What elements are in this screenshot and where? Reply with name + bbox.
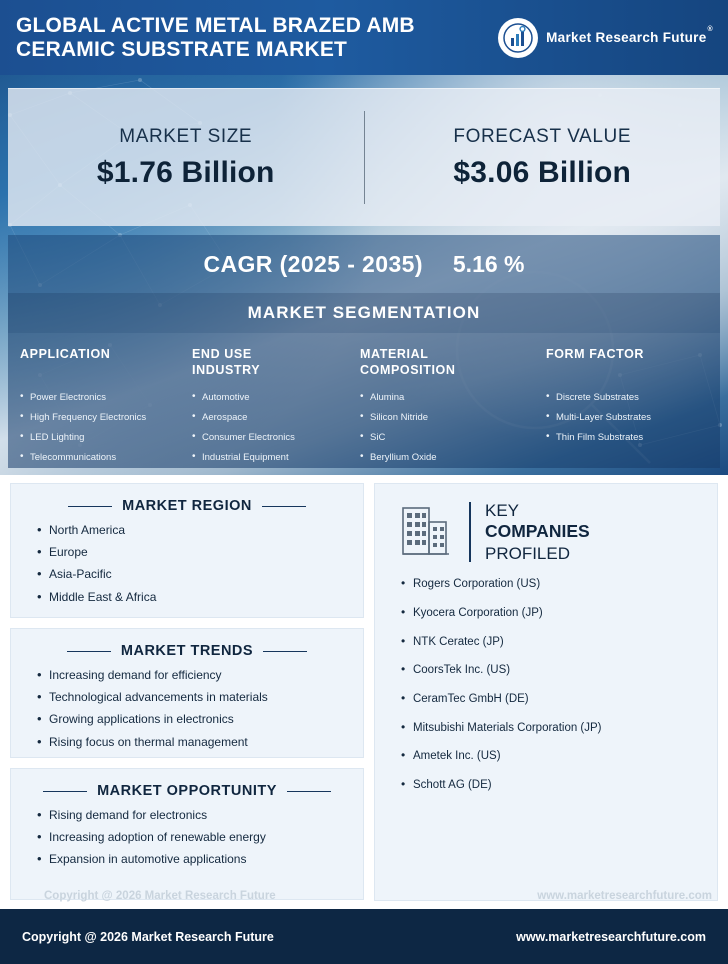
market-trends-title-wrap	[23, 643, 351, 659]
heading-divider	[469, 502, 471, 562]
market-opportunity-list	[23, 809, 351, 867]
list-item: • Middle East & Africa	[37, 591, 351, 604]
segment-title-end-use-industry: END USE INDUSTRY	[192, 347, 261, 377]
brand-name-text: Market Research Future	[546, 30, 707, 45]
heading-line-1: KEY	[484, 501, 520, 520]
segment-title-form-factor: FORM FACTOR	[546, 347, 645, 361]
segment-list-material-composition	[360, 393, 540, 463]
market-opportunity-title: MARKET OPPORTUNITY	[97, 783, 277, 799]
segment-form-factor	[546, 347, 708, 468]
hero-section	[0, 75, 728, 475]
key-companies-heading-text	[485, 500, 590, 564]
forecast-value-amount: $3.06 Billion	[453, 155, 632, 189]
key-companies-list	[391, 578, 701, 791]
title-rule-right	[263, 651, 307, 652]
market-opportunity-card	[10, 768, 364, 900]
segment-list-form-factor	[546, 393, 702, 443]
list-item: • Technological advancements in materials	[37, 691, 351, 704]
list-item: • Mitsubishi Materials Corporation (JP)	[401, 722, 701, 735]
segment-list-end-use-industry	[192, 393, 354, 463]
list-item: • North America	[37, 524, 351, 537]
segment-item: • Automotive	[192, 393, 354, 403]
segment-list-application	[20, 393, 186, 463]
segment-item: • LED Lighting	[20, 433, 186, 443]
segment-item: • Aerospace	[192, 413, 354, 423]
cagr-value: 5.16 %	[452, 250, 525, 277]
watermark-copyright: Copyright @ 2026 Market Research Future	[44, 890, 276, 902]
forecast-value-label: FORECAST VALUE	[453, 125, 632, 147]
segment-item: • Industrial Equipment	[192, 453, 354, 463]
segmentation-columns	[8, 333, 720, 468]
forecast-value-stat	[365, 89, 721, 226]
segmentation-title-band	[8, 293, 720, 333]
list-item: • NTK Ceratec (JP)	[401, 636, 701, 649]
title-rule-left	[67, 651, 111, 652]
page-title: GLOBAL ACTIVE METAL BRAZED AMB CERAMIC SUBSTRATE MARKET	[16, 13, 415, 61]
segment-end-use-industry	[192, 347, 360, 468]
list-item: • CeramTec GmbH (DE)	[401, 693, 701, 706]
cagr-band	[8, 235, 720, 293]
list-item: • Rising focus on thermal management	[37, 736, 351, 749]
market-size-label: MARKET SIZE	[119, 125, 253, 147]
cagr-label: CAGR (2025 - 2035)	[203, 250, 423, 277]
segment-item: • High Frequency Electronics	[20, 413, 186, 423]
watermark-website: www.marketresearchfuture.com	[537, 890, 712, 902]
stat-divider	[364, 111, 365, 204]
footer-copyright: Copyright @ 2026 Market Research Future	[22, 929, 274, 944]
key-companies-heading	[391, 500, 701, 564]
segment-item: • Silicon Nitride	[360, 413, 540, 423]
market-trends-list	[23, 669, 351, 749]
brand-name	[546, 25, 713, 45]
brand-logo[interactable]	[498, 18, 712, 58]
list-item: • Expansion in automotive applications	[37, 853, 351, 866]
list-item: • Asia-Pacific	[37, 568, 351, 581]
footer-website-link[interactable]: www.marketresearchfuture.com	[516, 929, 706, 944]
market-trends-card	[10, 628, 364, 758]
lower-section	[0, 475, 728, 909]
segment-item: • SiC	[360, 433, 540, 443]
market-region-list	[23, 524, 351, 604]
segment-item: • Alumina	[360, 393, 540, 403]
key-stats-band	[8, 88, 720, 226]
title-rule-left	[68, 506, 112, 507]
market-trends-title: MARKET TRENDS	[120, 643, 254, 659]
segment-item: • Multi-Layer Substrates	[546, 413, 702, 423]
segment-item: • Thin Film Substrates	[546, 433, 702, 443]
segment-material-composition	[360, 347, 546, 468]
trademark-mark: ®	[707, 25, 713, 33]
market-region-title-wrap	[23, 498, 351, 514]
chart-bars-icon	[498, 18, 538, 58]
segment-item: • Discrete Substrates	[546, 393, 702, 403]
list-item: • Kyocera Corporation (JP)	[401, 607, 701, 620]
title-rule-right	[287, 791, 331, 792]
heading-line-3: PROFILED	[484, 544, 571, 564]
header-bar	[0, 0, 728, 75]
footer-bar	[0, 909, 728, 964]
list-item: • Europe	[37, 546, 351, 559]
list-item: • Increasing adoption of renewable energy	[37, 831, 351, 844]
list-item: • Schott AG (DE)	[401, 779, 701, 792]
segment-item: • Beryllium Oxide	[360, 453, 540, 463]
title-rule-left	[43, 791, 87, 792]
market-size-value: $1.76 Billion	[96, 155, 275, 189]
list-item: • Rising demand for electronics	[37, 809, 351, 822]
title-rule-right	[262, 506, 306, 507]
market-region-card	[10, 483, 364, 618]
list-item: • Increasing demand for efficiency	[37, 669, 351, 682]
segmentation-title: MARKET SEGMENTATION	[247, 303, 481, 322]
market-region-title: MARKET REGION	[122, 498, 252, 514]
key-companies-card	[374, 483, 718, 901]
market-size-stat	[8, 89, 364, 226]
market-opportunity-title-wrap	[23, 783, 351, 799]
list-item: • CoorsTek Inc. (US)	[401, 664, 701, 677]
list-item: • Ametek Inc. (US)	[401, 750, 701, 763]
heading-line-2: COMPANIES	[484, 521, 590, 542]
segment-application	[20, 347, 192, 468]
segment-title-application: APPLICATION	[20, 347, 111, 361]
segment-title-material-composition: MATERIAL COMPOSITION	[360, 347, 456, 377]
segment-item: • Power Electronics	[20, 393, 186, 403]
office-building-icon	[391, 500, 455, 562]
left-column	[10, 483, 364, 909]
segment-item: • Telecommunications	[20, 453, 186, 463]
list-item: • Growing applications in electronics	[37, 713, 351, 726]
segment-item: • Consumer Electronics	[192, 433, 354, 443]
list-item: • Rogers Corporation (US)	[401, 578, 701, 591]
right-column	[374, 483, 718, 909]
